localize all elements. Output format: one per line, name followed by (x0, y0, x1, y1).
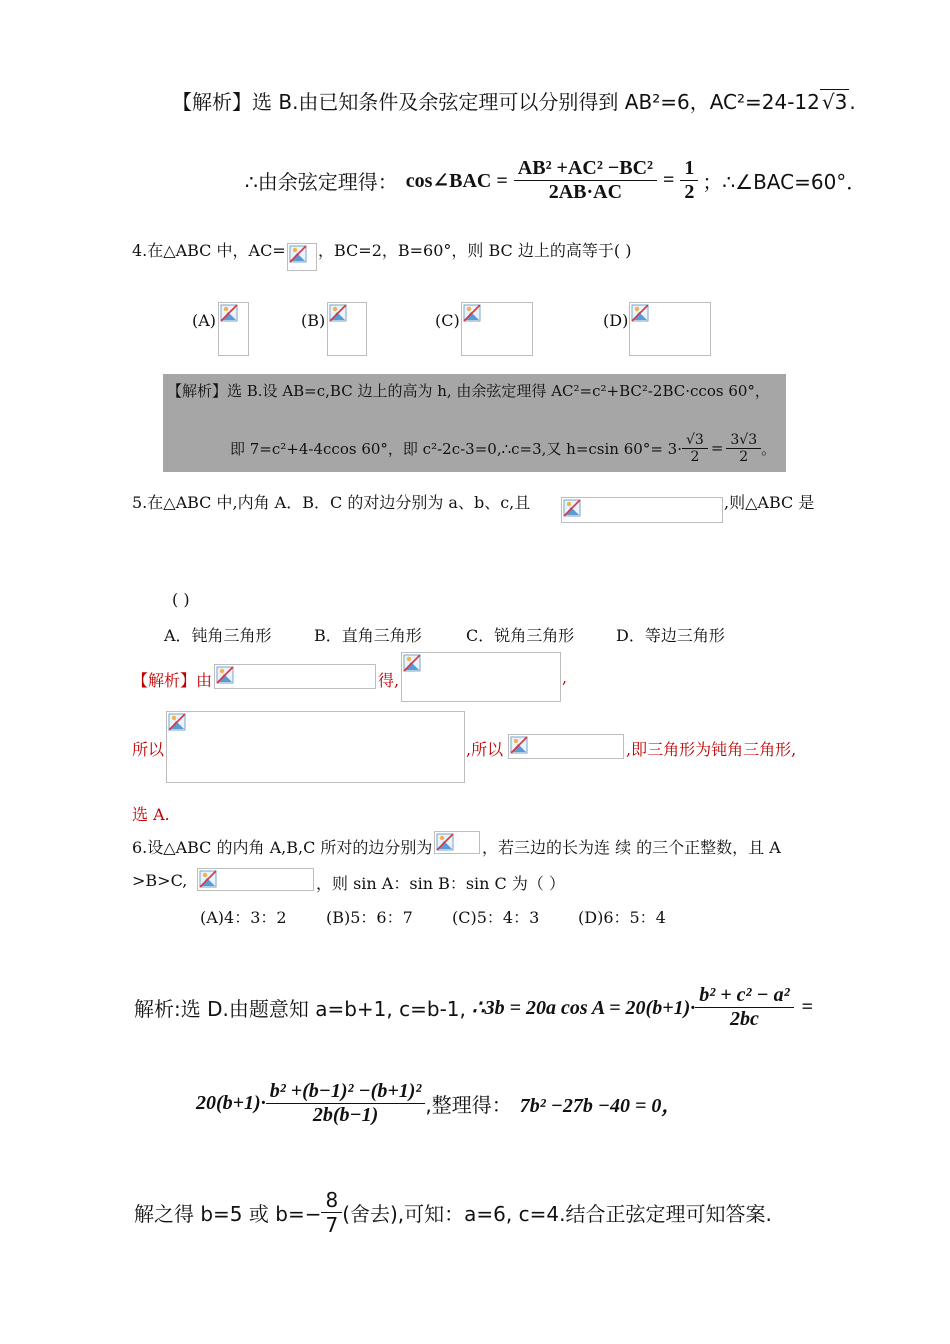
q6-condition-image (197, 868, 314, 891)
q4-option-a-label: (A) (192, 311, 217, 330)
sol4-line2-text: 即 7=c²+4-4ccos 60°，即 c²-2c-3=0,∴c=3,又 h=csin 60°= 3· (230, 439, 682, 458)
q4-option-c-label: (C) (435, 311, 460, 330)
q6-stem-a: 6.设△ABC 的内角 A,B,C 所对的边分别为 (132, 838, 433, 857)
sol6-l2-text: ,整理得： (425, 1092, 512, 1117)
sol6-l1-den: 2bc (695, 1007, 793, 1031)
sol3-line1-text: 【解析】选 B.由已知条件及余弦定理可以分别得到 AB²=6，AC²=24-12 (172, 90, 820, 114)
broken-image-icon (436, 833, 454, 851)
sol4-fraction-1 (682, 432, 708, 465)
q4-option-c-image (461, 302, 533, 356)
sol3-sqrt3: √3 (821, 90, 848, 114)
broken-image-icon (329, 304, 347, 322)
sol4-fraction-2 (726, 432, 761, 465)
sol6-l3-num: 8 (325, 1187, 339, 1212)
sol6-l2-num: b² +(b−1)² −(b+1)² (269, 1079, 422, 1102)
q4-ac-image (287, 243, 317, 271)
sol6-l2-fraction (266, 1080, 426, 1127)
sol3-line2-prefix: ∴由余弦定理得： (245, 169, 398, 194)
q6-sides-image (434, 831, 480, 854)
q6-stem-b: ，若三边的长为连 续 的三个正整数，且 A (482, 838, 781, 857)
sol4-f1-num: √3 (685, 431, 704, 448)
q5-stem-b: ,则△ABC 是 (724, 493, 815, 512)
sol6-line1 (134, 972, 813, 1042)
sol4-f2-den: 2 (726, 448, 761, 465)
sol4-f2-num: 3√3 (730, 431, 758, 448)
sol3-half-num: 1 (684, 156, 695, 179)
sol6-line2 (196, 1068, 681, 1138)
q5-stem-a: 5.在△ABC 中,内角 A．B．C 的对边分别为 a、b、c,且 (132, 493, 531, 512)
q5-condition-image (561, 497, 723, 523)
sol5-l3: 选 A. (132, 805, 170, 824)
sol6-l1-eq: = (801, 995, 814, 1018)
sol6-line3 (134, 1180, 772, 1244)
sol3-line1-end: . (849, 90, 856, 114)
q4-option-d-image (629, 302, 711, 356)
sol3-line1 (172, 86, 856, 115)
sol5-image-4 (508, 734, 624, 759)
sol6-l1-num: b² + c² − a² (699, 983, 790, 1006)
sol3-cos-fraction (514, 157, 657, 204)
q4-option-d-label: (D) (603, 311, 629, 330)
sol5-image-1 (214, 664, 376, 689)
q4-option-b-image (327, 302, 367, 356)
broken-image-icon (510, 736, 528, 754)
sol6-l3-a: 解之得 b=5 或 b=− (134, 1201, 322, 1226)
broken-image-icon (220, 304, 238, 322)
sol5-image-2 (401, 652, 561, 702)
sol5-image-3 (166, 711, 465, 783)
sol4-line2-end: 。 (761, 439, 777, 458)
sol6-l1-text: 解析:选 D.由题意知 a=b+1, c=b-1, (134, 996, 466, 1021)
q4-option-a-image (218, 302, 249, 356)
q6-option-c: (C)5：4：3 (452, 908, 540, 927)
sol5-l2-a: 所以 (132, 740, 165, 759)
q5-paren: ( ) (172, 590, 190, 609)
q4-stem-b: ，BC=2，B=60°，则 BC 边上的高等于( ) (318, 241, 632, 260)
q5-option-c: C．锐角三角形 (466, 626, 575, 645)
sol6-l2-eq: 7b² −27b −40 = 0， (519, 1094, 682, 1117)
q6-option-a: (A)4：3：2 (200, 908, 287, 927)
sol6-l1-fraction (695, 984, 793, 1031)
sol5-l1-a: 【解析】由 (132, 671, 213, 690)
sol5-l2-b: ,所以 (466, 740, 504, 759)
broken-image-icon (168, 713, 186, 731)
broken-image-icon (199, 870, 217, 888)
q6-option-d: (D)6：5：4 (578, 908, 666, 927)
sol6-l1-math: ∴3b = 20a cos A = 20(b+1)· (471, 996, 696, 1019)
sol3-line2-end: ；∴∠BAC=60°． (702, 169, 867, 194)
q6-option-b: (B)5：6：7 (326, 908, 413, 927)
q6-stem-c: >B>C, (132, 871, 188, 890)
broken-image-icon (563, 499, 581, 517)
sol3-line2 (245, 150, 866, 210)
q5-option-a: A．钝角三角形 (164, 626, 272, 645)
sol3-cos-denominator: 2AB·AC (514, 180, 657, 204)
q4-option-b-label: (B) (301, 311, 326, 330)
sol3-equals: = (663, 168, 675, 191)
q4-stem-a: 4.在△ABC 中，AC= (132, 241, 286, 260)
sol3-half-fraction (680, 157, 698, 204)
sol3-cos-lhs: cos∠BAC = (405, 169, 508, 192)
sol6-l3-den: 7 (321, 1212, 342, 1237)
broken-image-icon (403, 654, 421, 672)
q6-stem-d: ，则 sin A：sin B：sin C 为（ ） (316, 874, 565, 893)
sol4-line1: 【解析】选 B.设 AB=c,BC 边上的高为 h, 由余弦定理得 AC²=c²+BC²-2BC·ccos 60°， (167, 382, 770, 400)
sol5-l1-c: , (562, 668, 568, 687)
broken-image-icon (463, 304, 481, 322)
broken-image-icon (216, 666, 234, 684)
broken-image-icon (631, 304, 649, 322)
sol4-f1-den: 2 (682, 448, 708, 465)
sol6-l2-math: 20(b+1)· (196, 1091, 266, 1114)
q5-option-d: D．等边三角形 (616, 626, 725, 645)
broken-image-icon (289, 245, 307, 263)
sol4-line2 (230, 426, 776, 470)
sol6-l3-b: (舍去),可知：a=6, c=4.结合正弦定理可知答案. (342, 1201, 772, 1226)
q5-option-b: B．直角三角形 (314, 626, 422, 645)
sol3-half-den: 2 (680, 180, 698, 204)
sol6-l3-fraction (321, 1188, 342, 1237)
sol6-l2-den: 2b(b−1) (266, 1103, 426, 1127)
sol4-equals: = (710, 439, 724, 457)
sol3-cos-numerator: AB² +AC² −BC² (517, 156, 654, 179)
sol5-l1-b: 得, (378, 671, 400, 690)
sol5-l2-c: ,即三角形为钝角三角形, (626, 740, 797, 759)
